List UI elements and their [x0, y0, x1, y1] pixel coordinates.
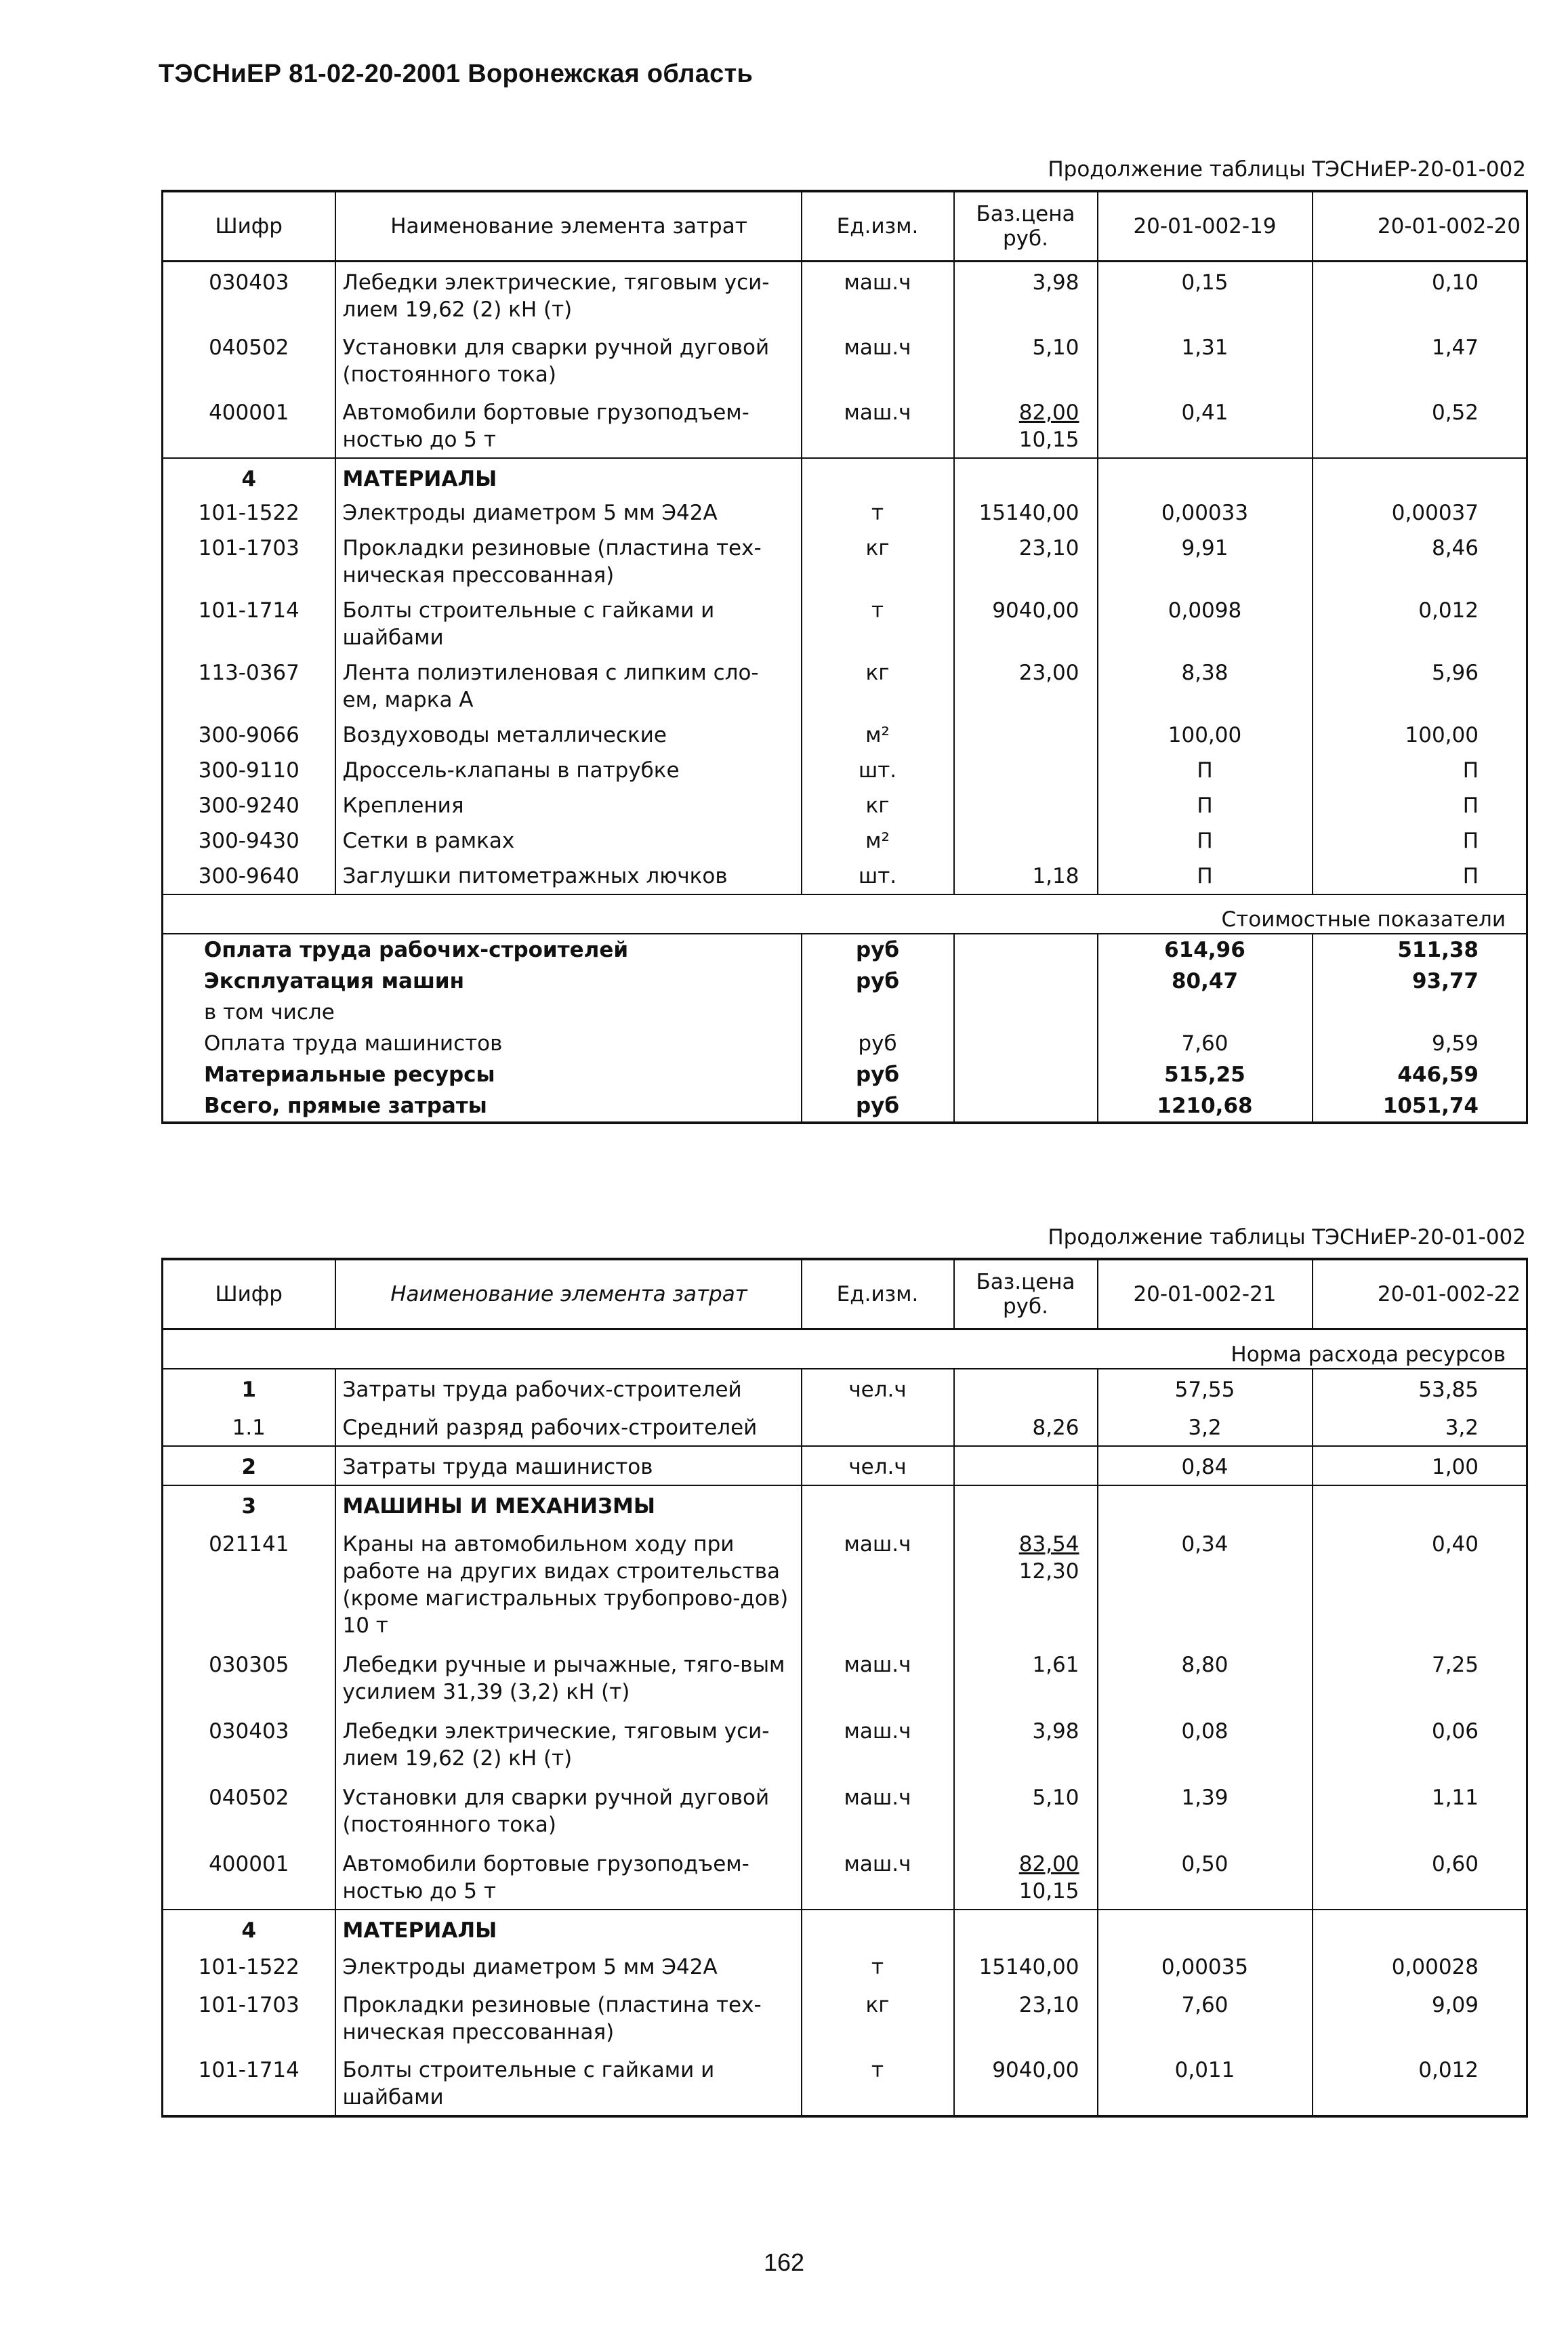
- unit: маш.ч: [802, 1643, 954, 1710]
- resource-name: Краны на автомобильном ходу при работе на других видах строительства (кроме магистральных трубопрово-дов) 10 т: [335, 1523, 802, 1643]
- col-header-norm-22: 20-01-002-22: [1313, 1259, 1527, 1330]
- cost-row: [163, 1090, 1527, 1123]
- resource-code: 101-1522: [163, 495, 335, 531]
- empty-cell: [954, 1028, 1098, 1059]
- table-row: [163, 788, 1527, 823]
- section-title: МАТЕРИАЛЫ: [335, 458, 802, 495]
- resource-name: Воздуховоды металлические: [335, 718, 802, 753]
- cost-value-b: 1051,74: [1313, 1090, 1527, 1123]
- table-row: [163, 1985, 1527, 2050]
- price-cell: [954, 327, 1098, 392]
- empty-cell: [802, 1910, 954, 1947]
- col-header-price: Баз.цена руб.: [954, 191, 1098, 262]
- price-cell: [954, 1523, 1098, 1643]
- cost-item-name: Материальные ресурсы: [163, 1059, 802, 1090]
- resource-name: Крепления: [335, 788, 802, 823]
- cost-value-a: 614,96: [1098, 934, 1313, 966]
- resource-code: 101-1703: [163, 1985, 335, 2050]
- cost-item-name: Оплата труда машинистов: [163, 1028, 802, 1059]
- norm-value-b: П: [1313, 823, 1527, 859]
- section-number: 4: [163, 458, 335, 495]
- table-row: [163, 1523, 1527, 1643]
- base-price: 5,10: [1032, 1786, 1079, 1810]
- resource-code: 101-1714: [163, 2050, 335, 2116]
- price-cell: [954, 531, 1098, 593]
- table-row: [163, 2050, 1527, 2116]
- base-price: 82,00: [1018, 1852, 1079, 1876]
- price-cell: [954, 859, 1098, 894]
- norm-value-b: 0,52: [1313, 392, 1527, 458]
- resource-code: 040502: [163, 1776, 335, 1842]
- price-cell: [954, 1776, 1098, 1842]
- price-cell: [954, 262, 1098, 328]
- cost-unit: руб: [802, 1059, 954, 1090]
- unit: маш.ч: [802, 1842, 954, 1910]
- norm-value-b: 0,012: [1313, 593, 1527, 655]
- base-price: 9040,00: [992, 598, 1079, 623]
- unit: маш.ч: [802, 392, 954, 458]
- norm-value-b: 100,00: [1313, 718, 1527, 753]
- table-row: [163, 1842, 1527, 1910]
- resource-name: Прокладки резиновые (пластина тех-ническая прессованная): [335, 531, 802, 593]
- cost-unit: руб: [802, 966, 954, 997]
- price-cell: [954, 823, 1098, 859]
- empty-cell: [954, 1485, 1098, 1523]
- norm-value-b: П: [1313, 788, 1527, 823]
- base-price: 23,10: [1018, 1993, 1079, 2017]
- cost-value-b: 9,59: [1313, 1028, 1527, 1059]
- section-number: 4: [163, 1910, 335, 1947]
- cost-value-b: 93,77: [1313, 966, 1527, 997]
- norm-value-a: 57,55: [1098, 1369, 1313, 1407]
- col-header-name: Наименование элемента затрат: [335, 1259, 802, 1330]
- table-row: [163, 655, 1527, 718]
- base-price: [954, 1369, 1098, 1407]
- labor-row: [163, 1446, 1527, 1485]
- cost-unit: руб: [802, 1090, 954, 1123]
- section-title: МАШИНЫ И МЕХАНИЗМЫ: [335, 1485, 802, 1523]
- table-row: [163, 1776, 1527, 1842]
- col-header-unit: Ед.изм.: [802, 191, 954, 262]
- norm-value-a: П: [1098, 823, 1313, 859]
- norm-value-a: 0,50: [1098, 1842, 1313, 1910]
- cost-value-a: 515,25: [1098, 1059, 1313, 1090]
- norm-band-label: Норма расхода ресурсов: [163, 1330, 1527, 1369]
- resource-name: Электроды диаметром 5 мм Э42А: [335, 1947, 802, 1985]
- base-price: 8,26: [954, 1407, 1098, 1446]
- resource-name: Болты строительные с гайками и шайбами: [335, 593, 802, 655]
- cost-value-b: 446,59: [1313, 1059, 1527, 1090]
- unit: кг: [802, 1985, 954, 2050]
- table-row: [163, 495, 1527, 531]
- unit: маш.ч: [802, 1523, 954, 1643]
- base-price: 3,98: [1032, 1719, 1079, 1744]
- document-title: ТЭСНиЕР 81-02-20-2001 Воронежская область: [159, 60, 754, 88]
- table-row: [163, 531, 1527, 593]
- base-price-wage: 12,30: [1018, 1559, 1079, 1584]
- col-header-unit: Ед.изм.: [802, 1259, 954, 1330]
- price-cell: [954, 1842, 1098, 1910]
- table-row: [163, 1947, 1527, 1985]
- empty-cell: [802, 458, 954, 495]
- price-cell: [954, 753, 1098, 788]
- norm-value-b: П: [1313, 753, 1527, 788]
- base-price: 15140,00: [978, 501, 1079, 525]
- norm-value-b: П: [1313, 859, 1527, 894]
- norm-value-a: П: [1098, 788, 1313, 823]
- norm-value-a: П: [1098, 859, 1313, 894]
- price-cell: [954, 2050, 1098, 2116]
- table2-header-row: [163, 1259, 1527, 1330]
- empty-cell: [954, 1090, 1098, 1123]
- table-row: [163, 262, 1527, 328]
- base-price: 82,00: [1018, 400, 1079, 425]
- col-header-norm-19: 20-01-002-19: [1098, 191, 1313, 262]
- norm-value-a: 100,00: [1098, 718, 1313, 753]
- resource-code: 400001: [163, 392, 335, 458]
- unit: кг: [802, 531, 954, 593]
- empty-cell: [1098, 1910, 1313, 1947]
- resource-name: Лента полиэтиленовая с липким сло-ем, марка А: [335, 655, 802, 718]
- unit: т: [802, 1947, 954, 1985]
- resource-name: Болты строительные с гайками и шайбами: [335, 2050, 802, 2116]
- price-cell: [954, 1947, 1098, 1985]
- empty-cell: [954, 997, 1098, 1028]
- unit: м²: [802, 718, 954, 753]
- unit: т: [802, 593, 954, 655]
- resource-name: Лебедки электрические, тяговым уси-лием 19,62 (2) кН (т): [335, 262, 802, 328]
- table-row: [163, 593, 1527, 655]
- base-price: 9040,00: [992, 2058, 1079, 2082]
- cost-value-a: 1210,68: [1098, 1090, 1313, 1123]
- price-cell: [954, 718, 1098, 753]
- resource-code: 021141: [163, 1523, 335, 1643]
- norm-value-a: 0,0098: [1098, 593, 1313, 655]
- col-header-code: Шифр: [163, 191, 335, 262]
- table-row: [163, 823, 1527, 859]
- price-cell: [954, 495, 1098, 531]
- empty-cell: [954, 458, 1098, 495]
- resource-name: Установки для сварки ручной дуговой (постоянного тока): [335, 327, 802, 392]
- empty-cell: [954, 966, 1098, 997]
- norm-value-a: 1,31: [1098, 327, 1313, 392]
- empty-cell: [1313, 1485, 1527, 1523]
- cost-row: [163, 1059, 1527, 1090]
- empty-cell: [1313, 1910, 1527, 1947]
- norm-value-b: 8,46: [1313, 531, 1527, 593]
- norm-value-b: 5,96: [1313, 655, 1527, 718]
- resource-code: 300-9240: [163, 788, 335, 823]
- col-header-name: Наименование элемента затрат: [335, 191, 802, 262]
- unit: [802, 1407, 954, 1446]
- norm-value-b: 0,00028: [1313, 1947, 1527, 1985]
- resource-code: 040502: [163, 327, 335, 392]
- col-header-norm-21: 20-01-002-21: [1098, 1259, 1313, 1330]
- unit: маш.ч: [802, 262, 954, 328]
- cost-value-a: 7,60: [1098, 1028, 1313, 1059]
- cost-value-a: 80,47: [1098, 966, 1313, 997]
- section-row: [163, 1485, 1527, 1523]
- resource-code: 300-9640: [163, 859, 335, 894]
- resource-code: 1.1: [163, 1407, 335, 1446]
- table-row: [163, 1710, 1527, 1776]
- norm-value-b: 1,11: [1313, 1776, 1527, 1842]
- norm-value-a: 0,08: [1098, 1710, 1313, 1776]
- resource-name: Дроссель-клапаны в патрубке: [335, 753, 802, 788]
- norm-value-a: 0,84: [1098, 1446, 1313, 1485]
- section-row: [163, 458, 1527, 495]
- table1-caption: Продолжение таблицы ТЭСНиЕР-20-01-002: [1048, 157, 1526, 182]
- section-row: [163, 1910, 1527, 1947]
- norm-value-a: П: [1098, 753, 1313, 788]
- base-price: 1,18: [1032, 864, 1079, 888]
- resource-name: Затраты труда машинистов: [335, 1446, 802, 1485]
- unit: кг: [802, 655, 954, 718]
- empty-cell: [1098, 1485, 1313, 1523]
- cost-item-name: Всего, прямые затраты: [163, 1090, 802, 1123]
- unit: шт.: [802, 753, 954, 788]
- resource-code: 2: [163, 1446, 335, 1485]
- table1-header-row: [163, 191, 1527, 262]
- labor-row: [163, 1369, 1527, 1407]
- empty-cell: [954, 934, 1098, 966]
- resource-name: Сетки в рамках: [335, 823, 802, 859]
- table-row: [163, 1643, 1527, 1710]
- cost-row: [163, 997, 1527, 1028]
- resource-name: Установки для сварки ручной дуговой (постоянного тока): [335, 1776, 802, 1842]
- price-cell: [954, 1710, 1098, 1776]
- unit: т: [802, 2050, 954, 2116]
- unit: т: [802, 495, 954, 531]
- price-cell: [954, 655, 1098, 718]
- cost-item-name: Оплата труда рабочих-строителей: [163, 934, 802, 966]
- norm-value-a: 0,15: [1098, 262, 1313, 328]
- empty-cell: [954, 1059, 1098, 1090]
- table2-caption: Продолжение таблицы ТЭСНиЕР-20-01-002: [1048, 1225, 1526, 1250]
- cost-row: [163, 1028, 1527, 1059]
- table2: [161, 1258, 1528, 2118]
- table-row: [163, 718, 1527, 753]
- table-row: [163, 392, 1527, 458]
- unit: кг: [802, 788, 954, 823]
- base-price: 15140,00: [978, 1955, 1079, 1979]
- norm-value-b: 0,012: [1313, 2050, 1527, 2116]
- price-cell: [954, 1985, 1098, 2050]
- price-cell: [954, 392, 1098, 458]
- resource-name: Автомобили бортовые грузоподъем-ностью до 5 т: [335, 392, 802, 458]
- base-price: 83,54: [1018, 1532, 1079, 1557]
- base-price-wage: 10,15: [1018, 1879, 1079, 1903]
- price-cell: [954, 788, 1098, 823]
- base-price: 23,00: [1018, 661, 1079, 685]
- empty-cell: [954, 1910, 1098, 1947]
- norm-value-a: 8,80: [1098, 1643, 1313, 1710]
- resource-code: 300-9066: [163, 718, 335, 753]
- norm-value-b: 3,2: [1313, 1407, 1527, 1446]
- resource-code: 113-0367: [163, 655, 335, 718]
- norm-value-a: 0,34: [1098, 1523, 1313, 1643]
- resource-code: 030305: [163, 1643, 335, 1710]
- resource-name: Электроды диаметром 5 мм Э42А: [335, 495, 802, 531]
- labor-row: [163, 1407, 1527, 1446]
- cost-row: [163, 966, 1527, 997]
- cost-value-a: [1098, 997, 1313, 1028]
- norm-value-b: 0,06: [1313, 1710, 1527, 1776]
- norm-value-b: 9,09: [1313, 1985, 1527, 2050]
- norm-value-a: 0,00033: [1098, 495, 1313, 531]
- empty-cell: [1098, 458, 1313, 495]
- norm-value-a: 0,011: [1098, 2050, 1313, 2116]
- cost-item-name: в том числе: [163, 997, 802, 1028]
- cost-value-b: [1313, 997, 1527, 1028]
- unit: м²: [802, 823, 954, 859]
- norm-value-b: 7,25: [1313, 1643, 1527, 1710]
- table-row: [163, 327, 1527, 392]
- norm-value-a: 9,91: [1098, 531, 1313, 593]
- norm-value-a: 1,39: [1098, 1776, 1313, 1842]
- resource-name: Прокладки резиновые (пластина тех-ническая прессованная): [335, 1985, 802, 2050]
- norm-value-b: 1,00: [1313, 1446, 1527, 1485]
- cost-indicators-band: [163, 894, 1527, 934]
- norm-value-b: 0,00037: [1313, 495, 1527, 531]
- price-cell: [954, 1643, 1098, 1710]
- section-title: МАТЕРИАЛЫ: [335, 1910, 802, 1947]
- norm-value-b: 0,10: [1313, 262, 1527, 328]
- empty-cell: [1313, 458, 1527, 495]
- norm-value-a: 8,38: [1098, 655, 1313, 718]
- base-price: 1,61: [1032, 1653, 1079, 1677]
- cost-value-b: 511,38: [1313, 934, 1527, 966]
- norm-value-a: 7,60: [1098, 1985, 1313, 2050]
- norm-value-a: 0,00035: [1098, 1947, 1313, 1985]
- resource-code: 030403: [163, 1710, 335, 1776]
- resource-code: 030403: [163, 262, 335, 328]
- section-number: 3: [163, 1485, 335, 1523]
- table-row: [163, 859, 1527, 894]
- cost-unit: [802, 997, 954, 1028]
- norm-value-b: 0,60: [1313, 1842, 1527, 1910]
- resource-name: Затраты труда рабочих-строителей: [335, 1369, 802, 1407]
- resource-name: Лебедки ручные и рычажные, тяго-вым усилием 31,39 (3,2) кН (т): [335, 1643, 802, 1710]
- base-price-wage: 10,15: [1018, 428, 1079, 452]
- resource-code: 101-1714: [163, 593, 335, 655]
- cost-unit: руб: [802, 934, 954, 966]
- base-price: 5,10: [1032, 335, 1079, 360]
- norm-value-a: 0,41: [1098, 392, 1313, 458]
- col-header-code: Шифр: [163, 1259, 335, 1330]
- unit: чел.ч: [802, 1446, 954, 1485]
- cost-unit: руб: [802, 1028, 954, 1059]
- norm-band: [163, 1330, 1527, 1369]
- page-number: 162: [763, 2248, 805, 2276]
- unit: маш.ч: [802, 1776, 954, 1842]
- resource-code: 101-1703: [163, 531, 335, 593]
- base-price: [954, 1446, 1098, 1485]
- resource-name: Заглушки питометражных лючков: [335, 859, 802, 894]
- norm-value-a: 3,2: [1098, 1407, 1313, 1446]
- norm-value-b: 1,47: [1313, 327, 1527, 392]
- col-header-price: Баз.цена руб.: [954, 1259, 1098, 1330]
- price-cell: [954, 593, 1098, 655]
- norm-value-b: 53,85: [1313, 1369, 1527, 1407]
- cost-indicators-band-label: Стоимостные показатели: [163, 894, 1527, 934]
- resource-name: Средний разряд рабочих-строителей: [335, 1407, 802, 1446]
- resource-name: Лебедки электрические, тяговым уси-лием 19,62 (2) кН (т): [335, 1710, 802, 1776]
- cost-item-name: Эксплуатация машин: [163, 966, 802, 997]
- col-header-norm-20: 20-01-002-20: [1313, 191, 1527, 262]
- resource-code: 1: [163, 1369, 335, 1407]
- base-price: 23,10: [1018, 536, 1079, 560]
- resource-name: Автомобили бортовые грузоподъем-ностью до 5 т: [335, 1842, 802, 1910]
- cost-row: [163, 934, 1527, 966]
- unit: маш.ч: [802, 327, 954, 392]
- resource-code: 400001: [163, 1842, 335, 1910]
- empty-cell: [802, 1485, 954, 1523]
- unit: маш.ч: [802, 1710, 954, 1776]
- table-row: [163, 753, 1527, 788]
- resource-code: 101-1522: [163, 1947, 335, 1985]
- unit: шт.: [802, 859, 954, 894]
- norm-value-b: 0,40: [1313, 1523, 1527, 1643]
- resource-code: 300-9430: [163, 823, 335, 859]
- base-price: 3,98: [1032, 270, 1079, 295]
- resource-code: 300-9110: [163, 753, 335, 788]
- unit: чел.ч: [802, 1369, 954, 1407]
- table1: [161, 190, 1528, 1124]
